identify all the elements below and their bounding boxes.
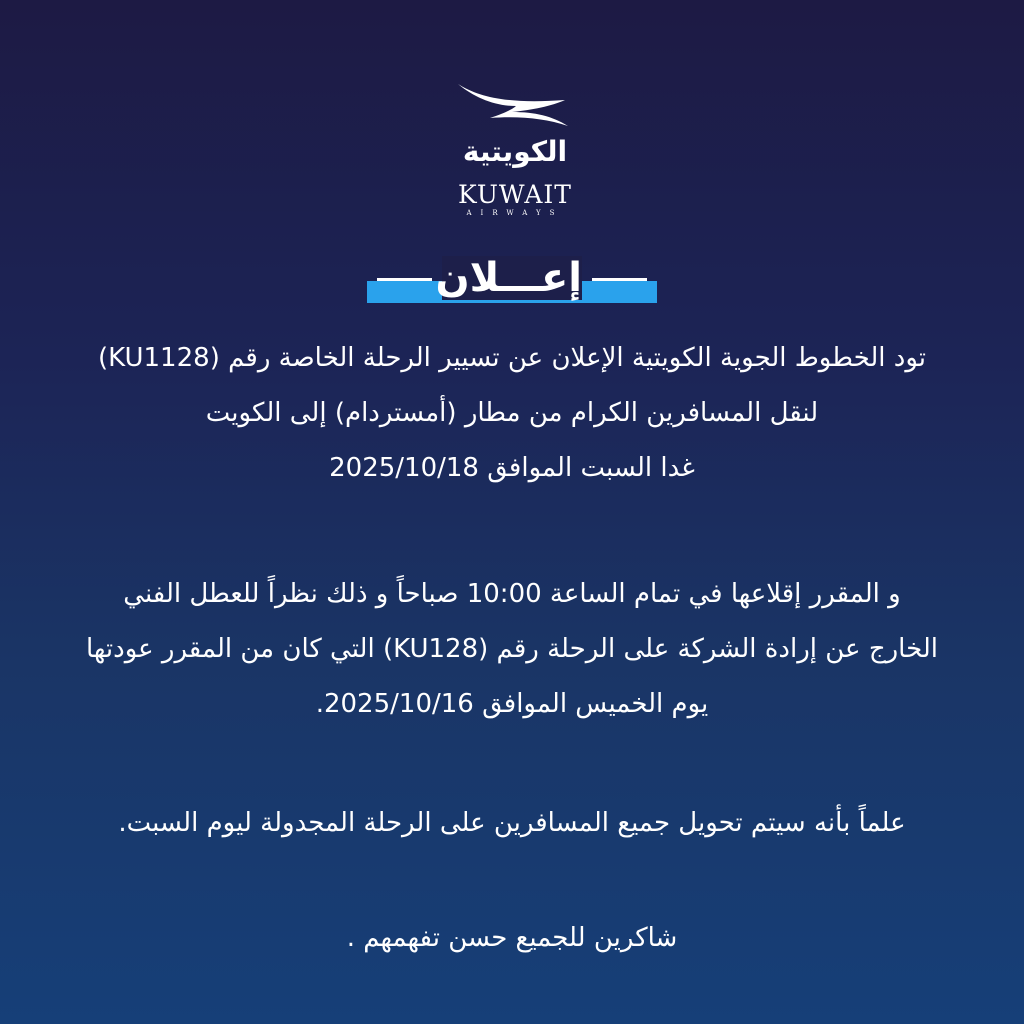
paragraph-flight-announcement (24, 331, 1000, 496)
kuwait-airways-logo (440, 78, 590, 223)
paragraph-line: تود الخطوط الجوية الكويتية الإعلان عن تسيير الرحلة الخاصة رقم (KU1128) (97, 343, 927, 373)
paragraph-line: غدا السبت الموافق 2025/10/18 (329, 453, 695, 483)
heading-title: إعـــلان (435, 255, 582, 301)
paragraph-passenger-transfer (24, 796, 1000, 851)
logo-subtitle: AIRWAYS (466, 209, 564, 217)
logo-arabic-text: الكويتية (462, 135, 568, 168)
paragraph-line: الخارج عن إرادة الشركة على الرحلة رقم (KU128) التي كان من المقرر عودتها (85, 634, 939, 664)
paragraph-line: علماً بأنه سيتم تحويل جميع المسافرين على الرحلة المجدولة ليوم السبت. (118, 808, 906, 838)
announcement-heading (367, 256, 657, 304)
paragraph-line: و المقرر إقلاعها في تمام الساعة 10:00 صباحاً و ذلك نظراً للعطل الفني (123, 579, 901, 609)
bird-emblem-icon (440, 78, 590, 138)
paragraph-line: لنقل المسافرين الكرام من مطار (أمستردام) إلى الكويت (205, 398, 819, 428)
paragraph-departure-details (24, 567, 1000, 732)
paragraph-line: يوم الخميس الموافق 2025/10/16. (315, 689, 709, 719)
logo-name: KUWAIT (458, 180, 572, 209)
paragraph-thanks (24, 911, 1000, 966)
paragraph-line: شاكرين للجميع حسن تفهمهم . (346, 923, 678, 953)
